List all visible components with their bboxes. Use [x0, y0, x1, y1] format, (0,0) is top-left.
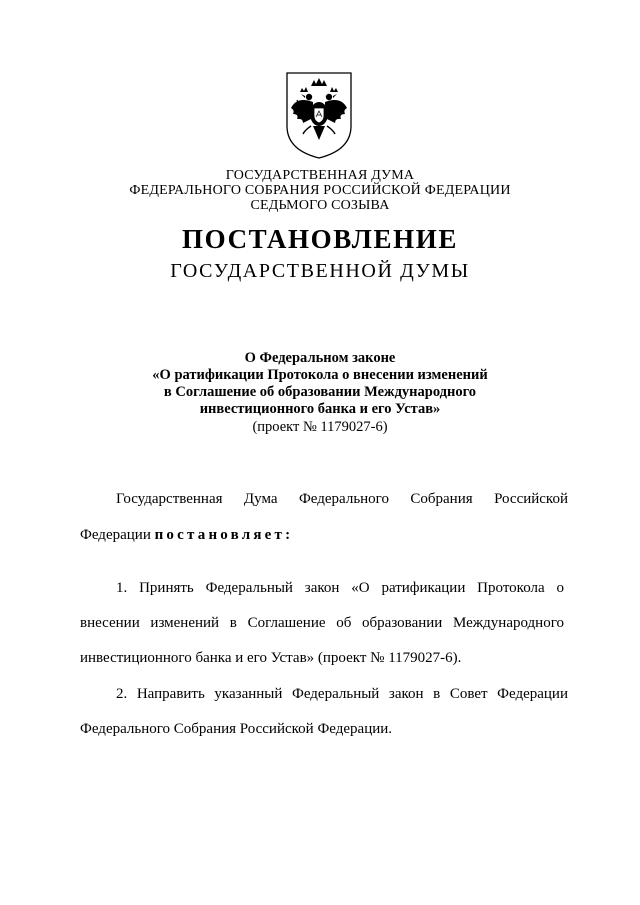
preamble-subject: Федерации — [80, 527, 151, 543]
subject-line-4: инвестиционного банка и его Устав» — [199, 401, 441, 417]
document-issuer-title: ГОСУДАРСТВЕННОЙ ДУМЫ — [170, 260, 470, 282]
item-2-line-1: 2. Направить указанный Федеральный закон в Совет Федерации — [116, 686, 568, 702]
document-type-title: ПОСТАНОВЛЕНИЕ — [182, 224, 458, 254]
subject-line-1: О Федеральном законе — [244, 350, 396, 366]
header-assembly: ФЕДЕРАЛЬНОГО СОБРАНИЯ РОССИЙСКОЙ ФЕДЕРАЦИИ — [129, 183, 511, 198]
project-number: (проект № 1179027-6) — [252, 419, 388, 435]
preamble-verb: постановляет: — [154, 527, 294, 543]
header-chamber: ГОСУДАРСТВЕННАЯ ДУМА — [225, 168, 415, 183]
subject-line-3: в Соглашение об образовании Международного — [163, 384, 477, 400]
subject-line-2: «О ратификации Протокола о внесении изменений — [152, 367, 488, 383]
preamble-line-1: Государственная Дума Федерального Собрания Российской — [116, 491, 568, 507]
item-1-line-1: 1. Принять Федеральный закон «О ратификации Протокола о — [116, 580, 564, 596]
item-1-line-2: внесении изменений в Соглашение об образовании Международного — [80, 615, 564, 631]
russian-coat-of-arms-icon — [283, 70, 355, 160]
item-2-line-2: Федерального Собрания Российской Федерации. — [80, 721, 393, 737]
item-1-line-3: инвестиционного банка и его Устав» (проект № 1179027-6). — [80, 650, 462, 666]
header-convocation: СЕДЬМОГО СОЗЫВА — [250, 198, 390, 213]
preamble-line-2 — [80, 527, 568, 544]
